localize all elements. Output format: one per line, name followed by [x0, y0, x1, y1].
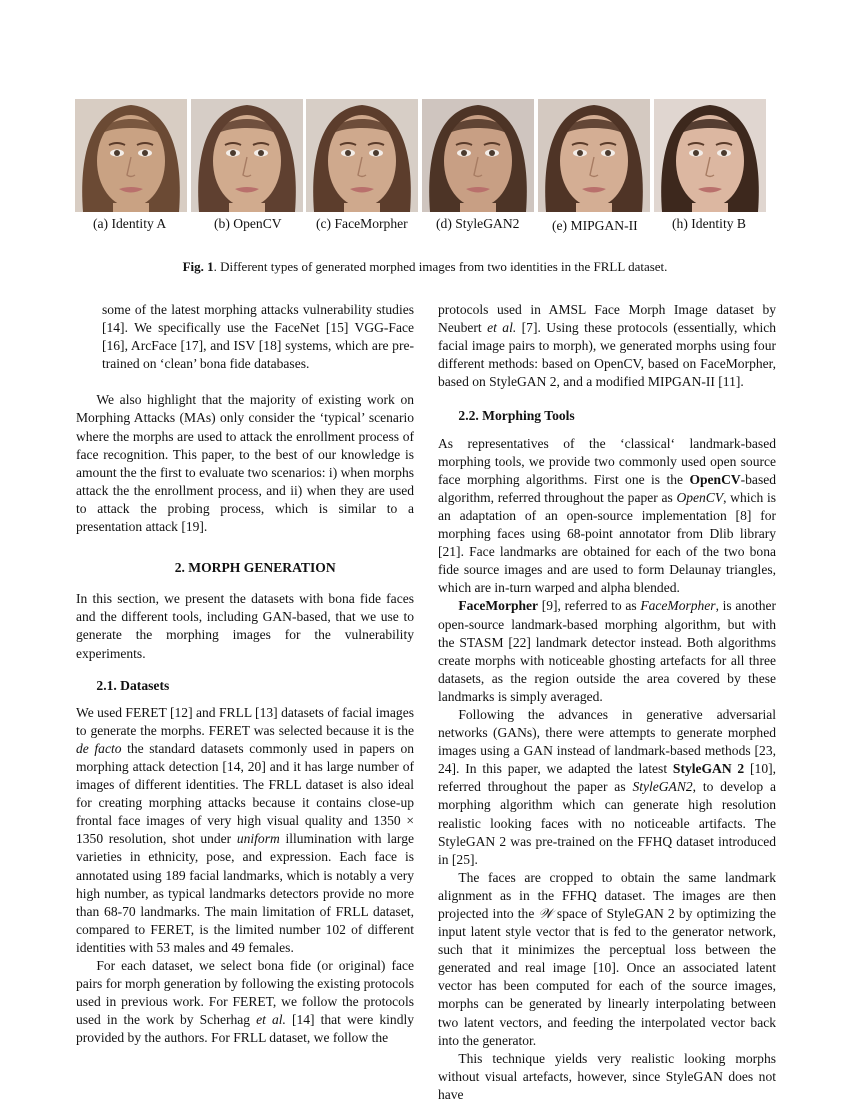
caption-identity-b: (h) Identity B	[672, 216, 746, 231]
paragraph: This technique yields very realistic looking morphs without visual artefacts, however, since StyleGAN does not have	[438, 1050, 776, 1102]
figure-caption-text: . Different types of generated morphed images from two identities in the FRLL dataset.	[213, 259, 668, 274]
figure-label: Fig. 1	[182, 259, 214, 274]
paragraph: We also highlight that the majority of existing work on Morphing Attacks (MAs) only consider the ‘typical’ scenario where the morphs are used to attack the enrollment process of face recognition. This paper, to the best of our knowledge is amount the the first to evaluate two scenarios: i) when morphs attack the the enrollment process, and ii) when they are used to attack the probing process, which is similar to a presentation attack [19].	[76, 392, 414, 535]
face-image	[191, 99, 303, 212]
face-image	[538, 99, 650, 212]
caption-facemorpher: (c) FaceMorpher	[316, 216, 408, 231]
face-image	[75, 99, 187, 212]
figure-1-images	[75, 99, 765, 214]
paragraph: As representatives of the ‘classical‘ landmark-based morphing tools, we provide two commonly used open source face morphing algorithms. First one is the OpenCV-based algorithm, referred throughout the paper as OpenCV, which is an adaptation of an open-source implementation [8] for morphing faces using 68-point annotator from Dlib library [21]. Face landmarks are obtained for each of the two bona fide source images and are used to form Delaunay triangles, which are in-turn warped and alpha blended.	[438, 435, 777, 596]
caption-identity-a: (a) Identity A	[93, 216, 167, 231]
subsection-heading: 2.2. Morphing Tools	[458, 408, 575, 424]
left-column	[76, 301, 414, 1047]
paragraph: Following the advances in generative adversarial networks (GANs), there were attempts to generate morphed images using a GAN instead of landmark-based methods [23, 24]. In this paper, we adapted the latest StyleGAN 2 [10], referred throughout the paper as StyleGAN2, to develop a morphing algorithm which can generate high resolution realistic looking faces with no noticeable artifacts. The StyleGAN 2 was pre-trained on the FFHQ dataset introduced in [25].	[438, 706, 777, 867]
paragraph: In this section, we present the datasets with bona fide faces and the different tools, including GAN-based, that we use to generate the morphing images for the vulnerability experiments.	[76, 591, 414, 661]
paragraph: The faces are cropped to obtain the same landmark alignment as in the FFHQ dataset. The images are then projected into the 𝒲 space of StyleGAN 2 by optimizing the input latent style vector that is fed to the generator network, such that it minimizes the perceptual loss between the generated and real image [10]. Once an associated latent vector has been computed for each of the source images, morphs can be generated by linearly interpolating between two latent vectors, and feeding the interpolated vector back into the generator.	[438, 869, 776, 1048]
subsection-heading: 2.1. Datasets	[96, 677, 170, 693]
face-image	[306, 99, 418, 212]
list-continuation: some of the latest morphing attacks vulnerability studies [14]. We specifically use the FaceNet [15] VGG-Face [16], ArcFace [17], and ISV [18] systems, which are pre-trained on ‘clean’ bona fide databases.	[102, 302, 414, 372]
face-image	[654, 99, 766, 212]
paragraph: FaceMorpher [9], referred to as FaceMorpher, is another open-source landmark-based morphing algorithm, but with the STASM [22] landmark detector instead. Both algorithms create morphs with noticeable ghosting artefacts for all three datasets, as the region outside the area covered by these landmarks is simply averaged.	[438, 598, 776, 704]
paragraph: We used FERET [12] and FRLL [13] datasets of facial images to generate the morphs. FERET was selected because it is the de facto the standard datasets commonly used in papers on morphing attack detection [14, 20] and it has large number of images of different identities. The FRLL dataset is also ideal for creating morphing attacks because it contains close-up frontal face images of very high visual quality and 1350 × 1350 resolution, shot under uniform illumination with large varieties in ethnicity, pose, and expression. Each face is annotated using 189 facial landmarks, which is notably a very high number, as typical landmarks detectors provide no more than 68-70 landmarks. The main limitation of FRLL dataset, compared to FERET, is the limited number 102 of different identities with 53 males and 49 females.	[76, 704, 414, 955]
caption-mipgan: (e) MIPGAN-II	[552, 218, 638, 233]
paragraph: protocols used in AMSL Face Morph Image dataset by Neubert et al. [7]. Using these protocols (essentially, which facial image pairs to morph), we generated morphs using four different methods: based on OpenCV, based on FaceMorpher, based on StyleGAN 2, and a modified MIPGAN-II [11].	[438, 302, 776, 390]
figure-caption	[0, 259, 850, 275]
caption-opencv: (b) OpenCV	[214, 216, 282, 231]
section-heading: 2. MORPH GENERATION	[174, 560, 336, 576]
caption-stylegan2: (d) StyleGAN2	[436, 216, 520, 231]
paragraph: For each dataset, we select bona fide (or original) face pairs for morph generation by following the existing protocols used in previous work. For FERET, we follow the protocols used in the work by Scherhag et al. [14] that were kindly provided by the authors. For FRLL dataset, we follow the	[76, 958, 415, 1046]
face-image	[422, 99, 534, 212]
right-column	[438, 301, 776, 1104]
